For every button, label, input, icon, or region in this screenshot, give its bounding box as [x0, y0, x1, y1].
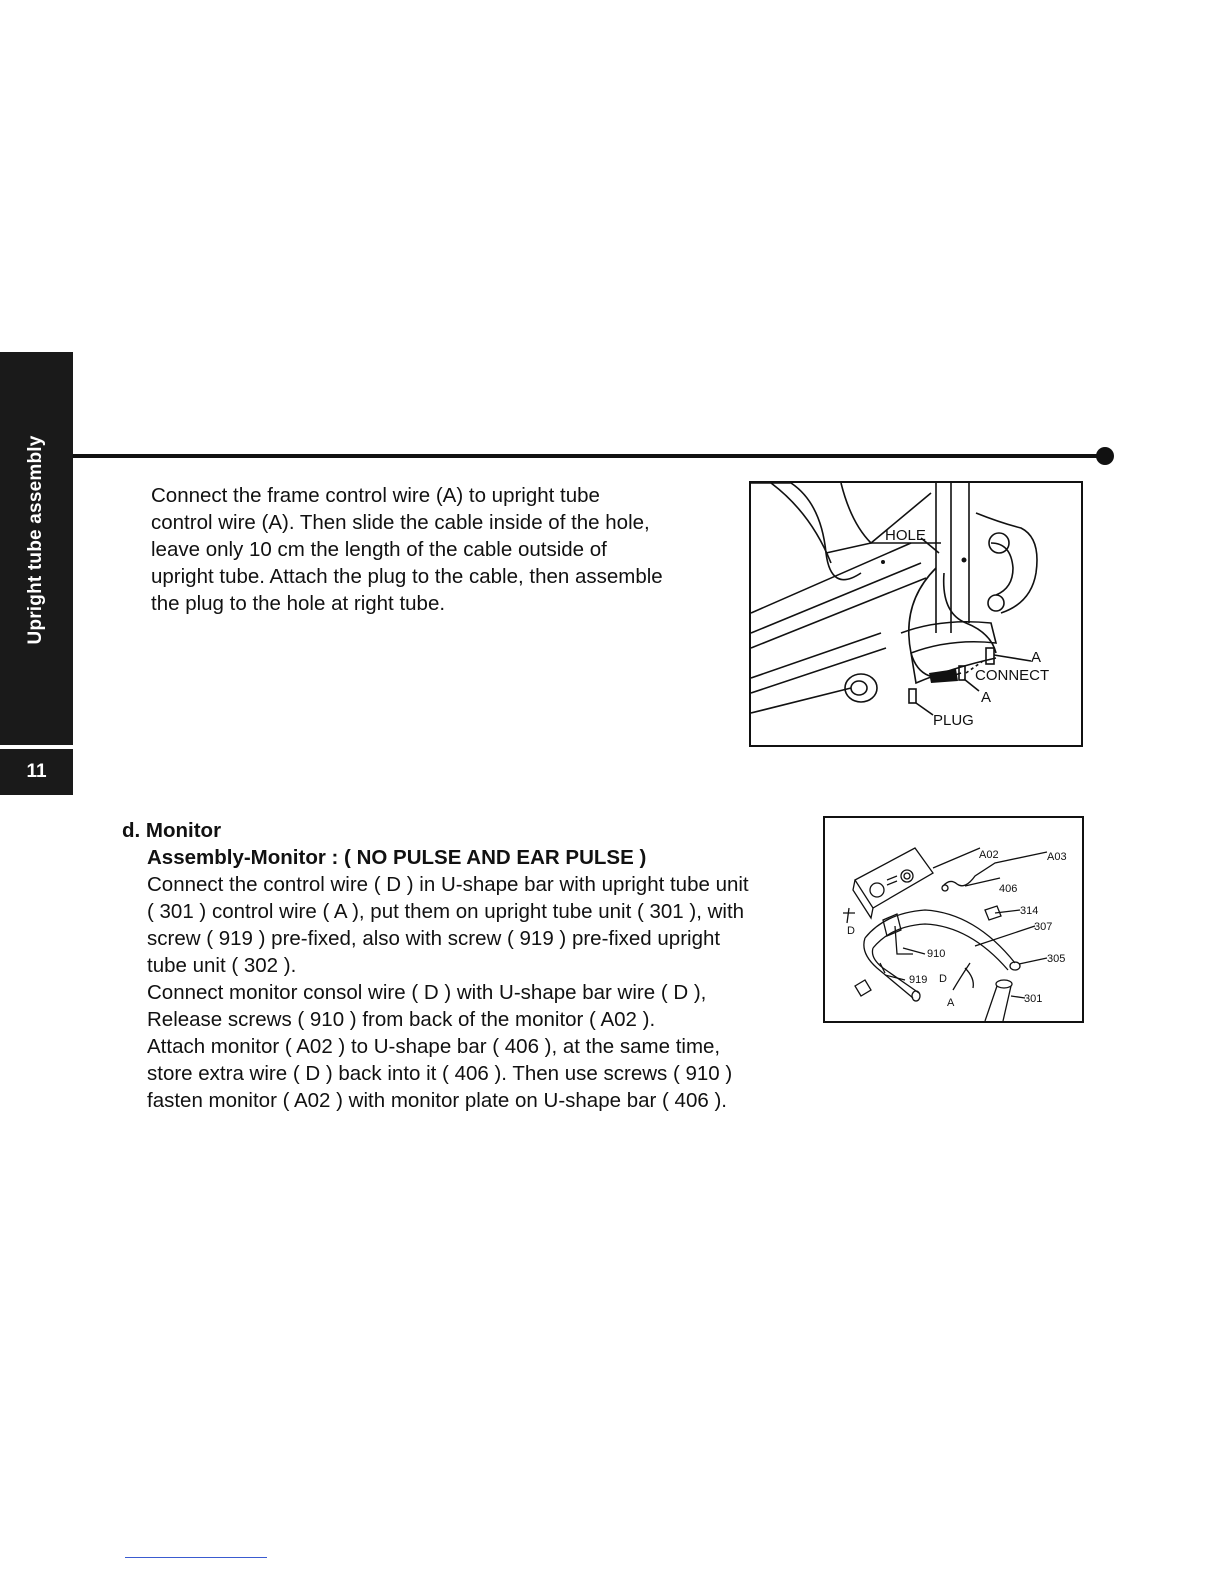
text-line: upright tube. Attach the plug to the cable, then assemble: [151, 565, 663, 588]
monitor-illustration: [825, 818, 1082, 1021]
monitor-instructions: [147, 871, 817, 1114]
text-line: Connect monitor consol wire ( D ) with U-shape bar wire ( D ),: [147, 981, 707, 1004]
text-line: store extra wire ( D ) back into it ( 406 ). Then use screws ( 910 ): [147, 1062, 733, 1085]
section-title: Upright tube assembly: [25, 435, 46, 645]
label-hole: HOLE: [885, 527, 926, 544]
label-a-top: A: [1031, 649, 1042, 666]
text-line: Release screws ( 910 ) from back of the monitor ( A02 ).: [147, 1008, 656, 1031]
text-line: tube unit ( 302 ).: [147, 954, 297, 977]
page-number: 11: [0, 749, 73, 795]
text-line: ( 301 ) control wire ( A ), put them on upright tube unit ( 301 ), with: [147, 900, 745, 923]
section-divider: [73, 454, 1103, 458]
label-d-mid: D: [939, 973, 947, 985]
sub-bold: NO PULSE AND EAR PULSE: [356, 846, 634, 869]
connect-instructions: [151, 482, 731, 617]
label-301: 301: [1024, 993, 1043, 1005]
monitor-figure: [823, 816, 1084, 1023]
label-a02: A02: [979, 849, 999, 861]
label-plug: PLUG: [933, 712, 974, 729]
text-line: screw ( 919 ) pre-fixed, also with screw ( 919 ) pre-fixed upright: [147, 927, 721, 950]
monitor-heading: d. Monitor: [122, 819, 222, 842]
label-a03: A03: [1047, 851, 1067, 863]
label-305: 305: [1047, 953, 1066, 965]
connect-illustration: [751, 483, 1081, 745]
divider-end-dot: [1096, 447, 1114, 465]
label-connect: CONNECT: [975, 667, 1050, 684]
text-line: the plug to the hole at right tube.: [151, 592, 446, 615]
label-314: 314: [1020, 905, 1039, 917]
sub-suffix: ): [633, 846, 647, 869]
monitor-subheading: [147, 844, 646, 871]
label-307: 307: [1034, 921, 1053, 933]
text-line: Connect the control wire ( D ) in U-shape bar with upright tube unit: [147, 873, 749, 896]
text-line: fasten monitor ( A02 ) with monitor plate on U-shape bar ( 406 ).: [147, 1089, 727, 1112]
bottom-underline: [125, 1557, 267, 1558]
sub-prefix: Assembly-Monitor : (: [147, 846, 357, 869]
label-406: 406: [999, 883, 1018, 895]
text-line: Connect the frame control wire (A) to upright tube: [151, 484, 600, 507]
label-a: A: [947, 997, 955, 1009]
text-line: leave only 10 cm the length of the cable outside of: [151, 538, 607, 561]
label-910: 910: [927, 948, 946, 960]
label-d-left: D: [847, 925, 855, 937]
label-a-bottom: A: [981, 689, 992, 706]
label-919: 919: [909, 974, 928, 986]
text-line: control wire (A). Then slide the cable inside of the hole,: [151, 511, 650, 534]
text-line: Attach monitor ( A02 ) to U-shape bar ( 406 ), at the same time,: [147, 1035, 721, 1058]
connect-figure: [749, 481, 1083, 747]
